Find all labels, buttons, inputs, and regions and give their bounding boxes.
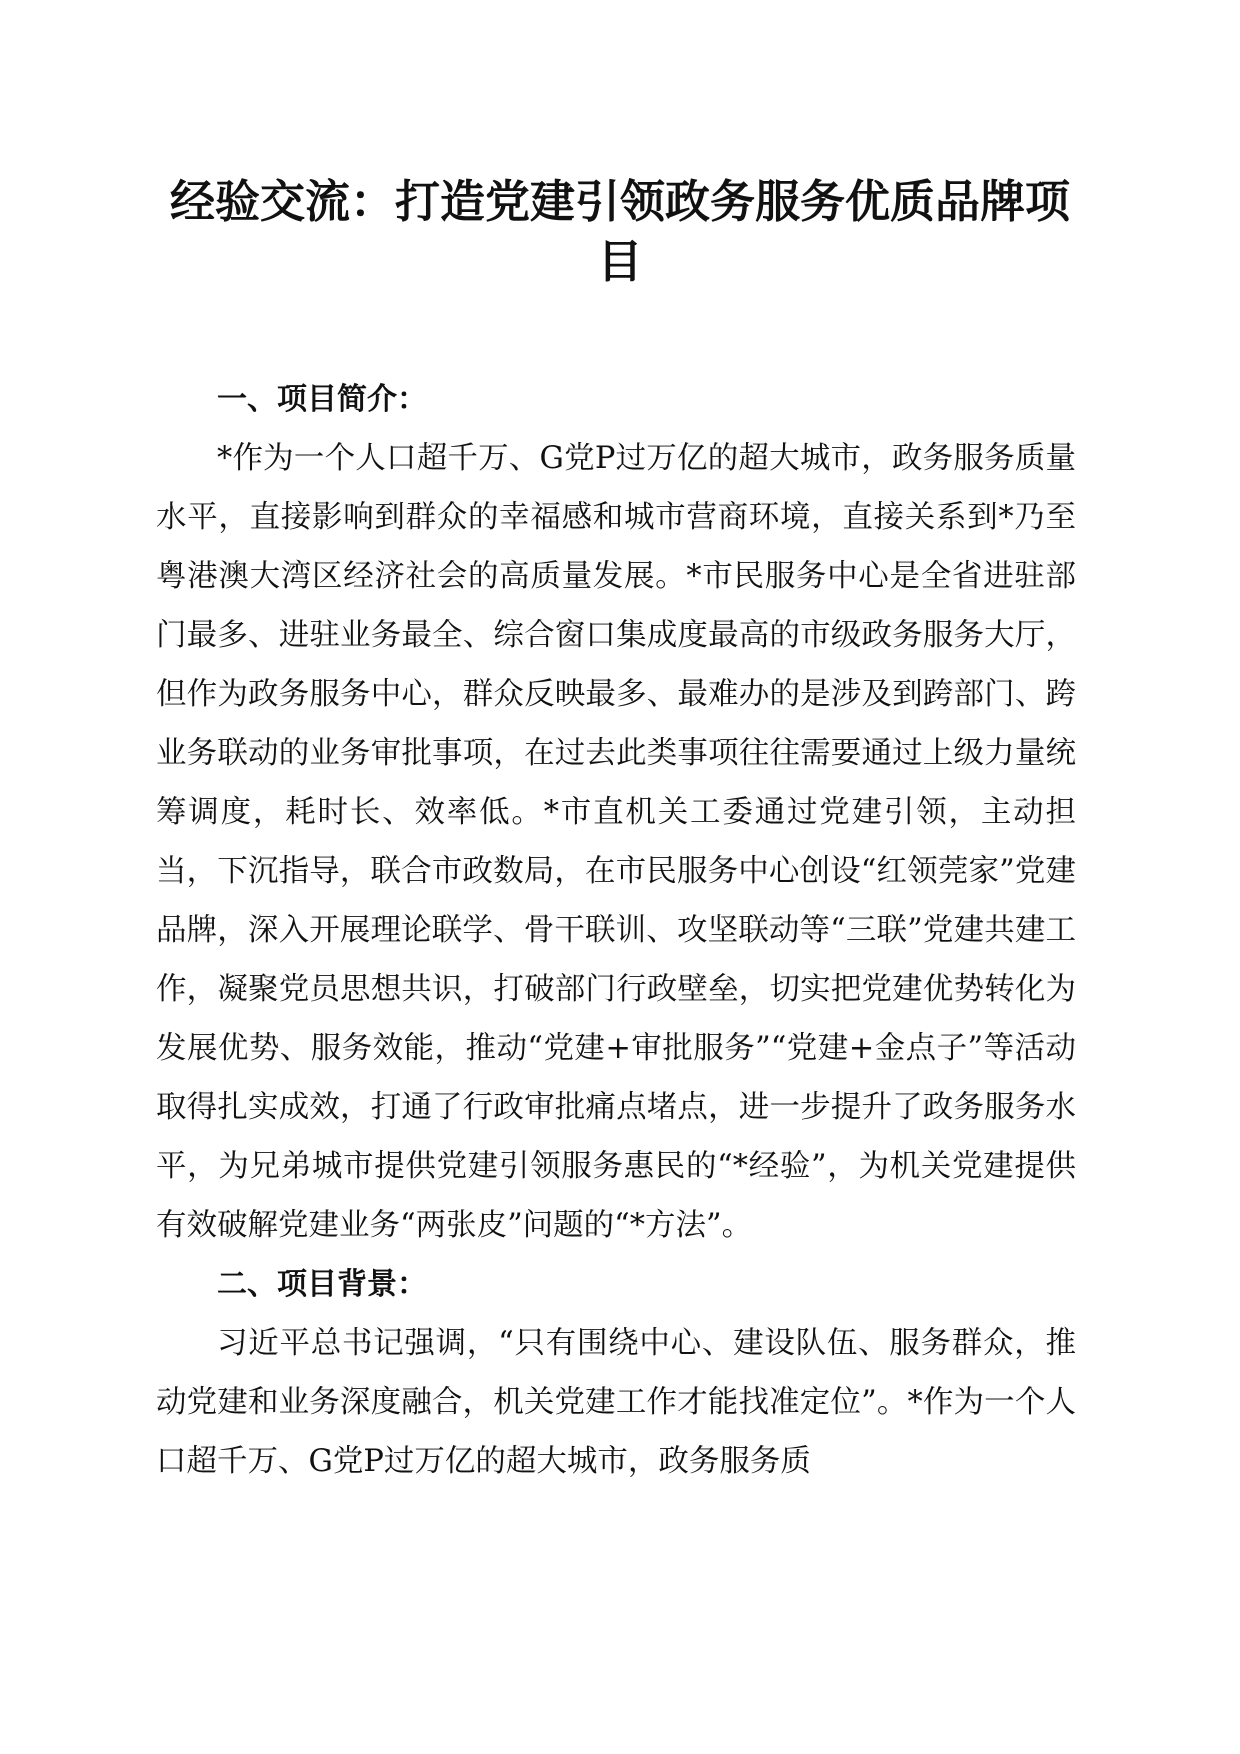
document-body [156,370,1076,1491]
section-heading-background: 二、项目背景： [217,1267,427,1302]
section-paragraph-intro: *作为一个人口超千万、G党P过万亿的超大城市，政务服务质量水平，直接影响到群众的幸福感和城市营商环境，直接关系到*乃至粤港澳大湾区经济社会的高质量发展。*市民服务中心是全省进驻部门最多、进驻业务最全、综合窗口集成度最高的市级政务服务大厅，但作为政务服务中心，群众反映最多、最难办的是涉及到跨部门、跨业务联动的业务审批事项，在过去此类事项往往需要通过上级力量统筹调度，耗时长、效率低。*市直机关工委通过党建引领，主动担当，下沉指导，联合市政数局，在市民服务中心创设“红领莞家”党建品牌，深入开展理论联学、骨干联训、攻坚联动等“三联”党建共建工作，凝聚党员思想共识，打破部门行政壁垒，切实把党建优势转化为发展优势、服务效能，推动“党建+审批服务”“党建+金点子”等活动取得扎实成效，打通了行政审批痛点堵点，进一步提升了政务服务水平，为兄弟城市提供党建引领服务惠民的“*经验”，为机关党建提供有效破解党建业务“两张皮”问题的“*方法”。 [156,441,1076,1243]
document-title: 经验交流：打造党建引领政务服务优质品牌项目 [169,175,1070,288]
section-heading-intro: 一、项目简介： [217,382,427,417]
section-paragraph-background: 习近平总书记强调，“只有围绕中心、建设队伍、服务群众，推动党建和业务深度融合，机关党建工作才能找准定位”。*作为一个人口超千万、G党P过万亿的超大城市，政务服务质 [156,1326,1076,1479]
